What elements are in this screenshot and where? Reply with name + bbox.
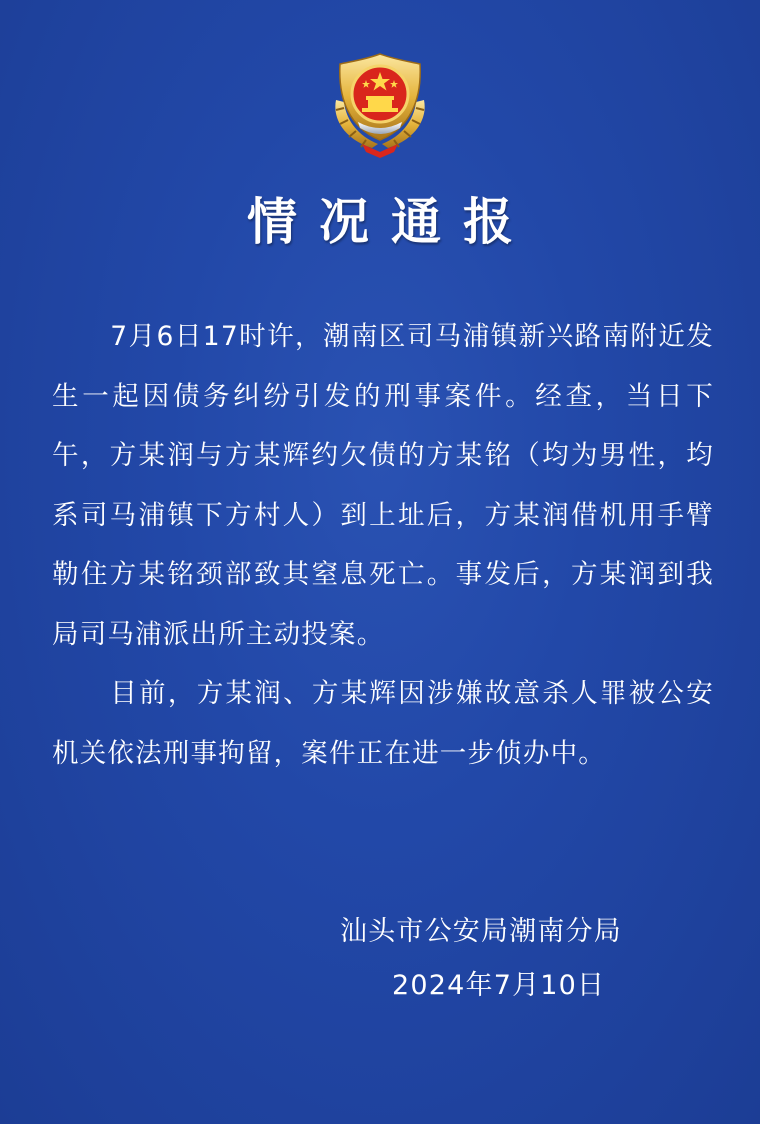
issue-date: 2024年7月10日 <box>392 970 606 1001</box>
issuing-organization: 汕头市公安局潮南分局 <box>340 916 622 947</box>
signature-block <box>340 905 680 1013</box>
police-emblem-icon <box>322 48 438 160</box>
notice-paragraph: 目前，方某润、方某辉因涉嫌故意杀人罪被公安机关依法刑事拘留，案件正在进一步侦办中。 <box>52 678 714 769</box>
notice-body <box>52 307 714 783</box>
page-title: 情况通报 <box>247 192 535 251</box>
notice-paragraph: 7月6日17时许，潮南区司马浦镇新兴路南附近发生一起因债务纠纷引发的刑事案件。经查，当日下午，方某润与方某辉约欠债的方某铭（均为男性，均系司马浦镇下方村人）到上址后，方某润借机用手臂勒住方某铭颈部致其窒息死亡。事发后，方某润到我局司马浦派出所主动投案。 <box>52 321 714 650</box>
